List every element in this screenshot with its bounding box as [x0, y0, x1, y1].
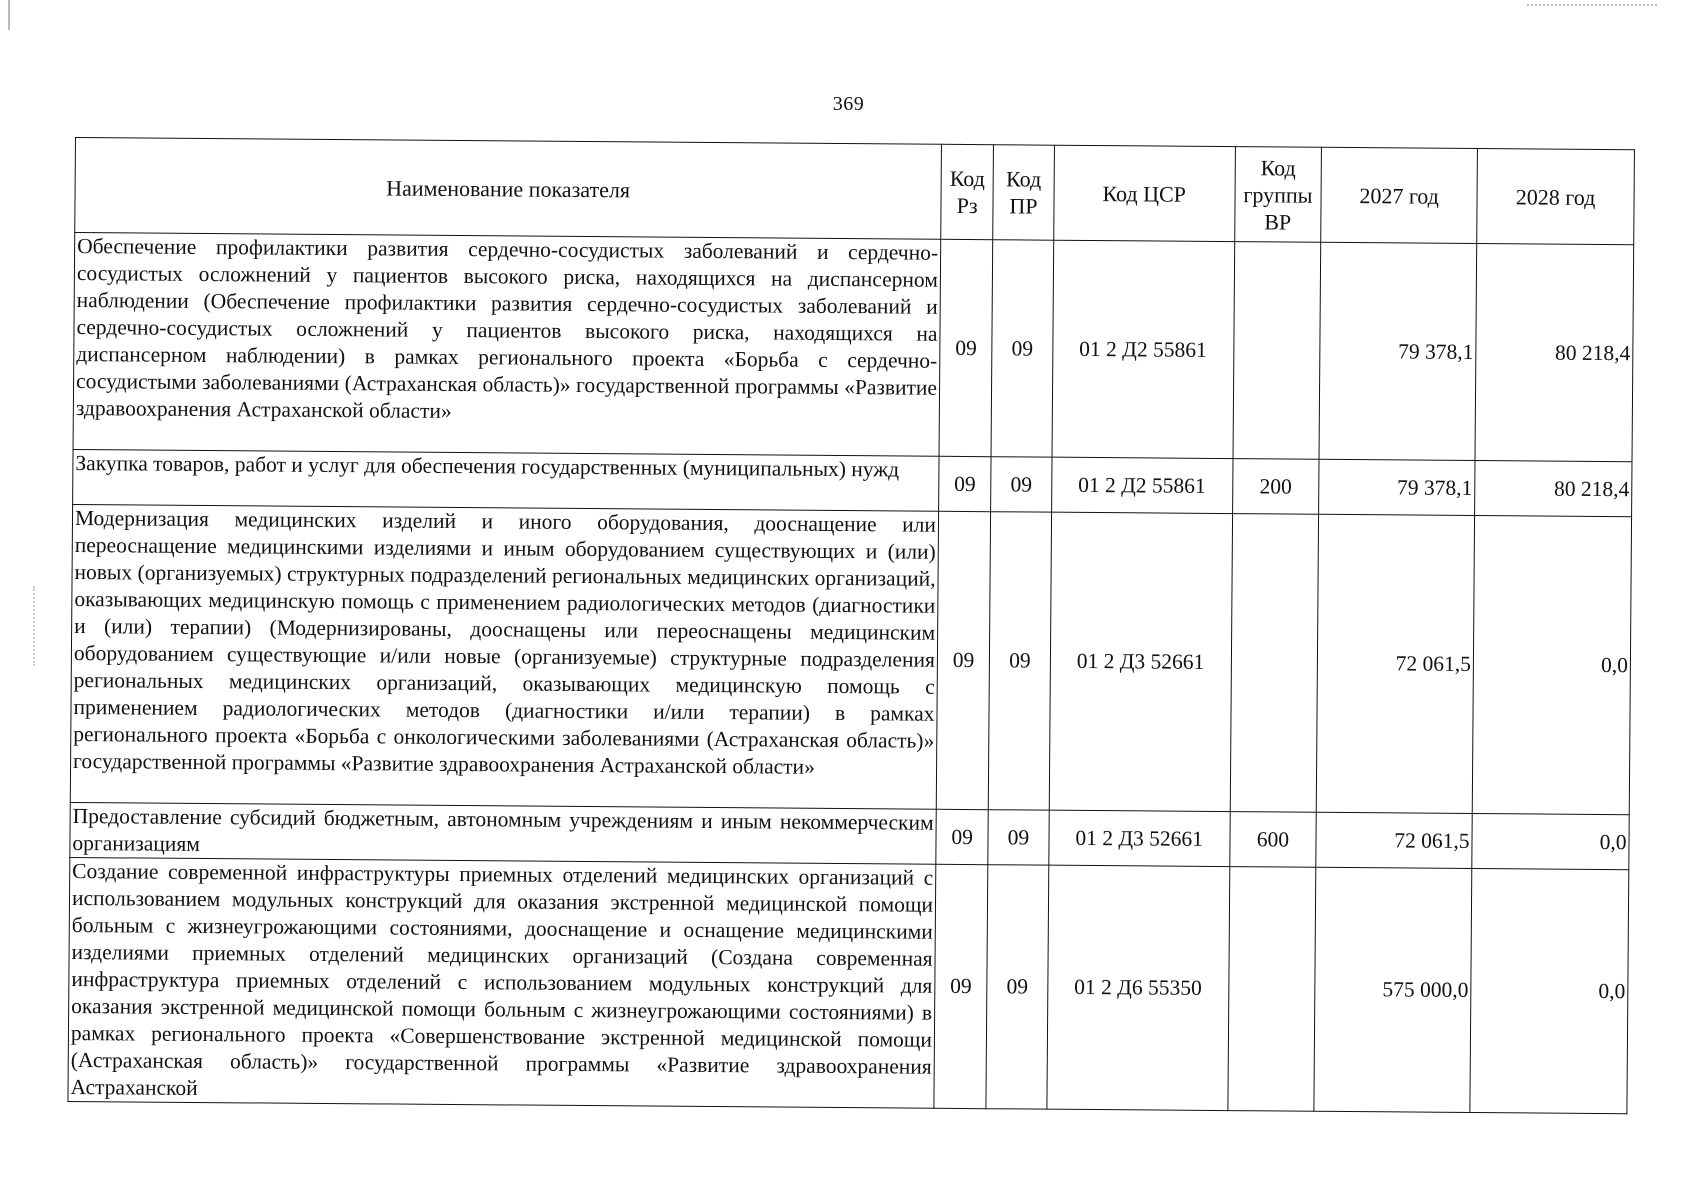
row-2027: 575 000,0: [1314, 867, 1472, 1112]
row-rz: 09: [936, 511, 991, 809]
header-pr: Код ПР: [993, 145, 1054, 240]
row-2027: 72 061,5: [1316, 812, 1472, 868]
scan-margin-dots: [33, 586, 37, 666]
row-csr: 01 2 Д6 55350: [1047, 865, 1230, 1110]
row-rz: 09: [939, 456, 992, 511]
row-2028: 0,0: [1472, 813, 1629, 869]
row-pr: 09: [991, 240, 1053, 457]
budget-table: [67, 137, 1635, 1114]
row-name: Предоставление субсидий бюджетным, автономным учреждениям и иным некоммерческим организациям: [70, 802, 936, 864]
row-pr: 09: [986, 865, 1048, 1109]
header-2027: 2027 год: [1321, 147, 1478, 243]
header-vr: Код группы ВР: [1234, 147, 1321, 243]
row-csr: 01 2 Д3 52661: [1049, 512, 1232, 811]
row-vr: [1230, 514, 1319, 813]
row-rz: 09: [936, 809, 989, 864]
table-header-row: [75, 138, 1635, 245]
row-csr: 01 2 Д2 55861: [1051, 457, 1232, 513]
header-2028: 2028 год: [1477, 149, 1635, 245]
row-rz: 09: [934, 864, 988, 1108]
table-row: [73, 233, 1634, 462]
row-vr: 200: [1232, 459, 1319, 515]
row-csr: 01 2 Д3 52661: [1048, 810, 1229, 866]
table-row: [70, 504, 1631, 814]
row-name: Закупка товаров, работ и услуг для обеспечения государственных (муниципальных) нужд: [73, 449, 939, 511]
row-vr: [1228, 867, 1316, 1112]
row-name: Модернизация медицинских изделий и иного оборудования, дооснащение или переоснащение медицинскими изделиями и иным оборудованием существующих и (или) новых (организуемых) структурных подразделений региональных медицинских организаций, оказывающих медицинскую помощь с применением радиологических методов (диагностики и (или) терапии) (Модернизированы, дооснащены или переоснащены медицинским оборудованием существующие и/или новые (организуемые) структурные подразделения региональных медицинских организаций, оказывающих медицинскую помощь с применением радиологических методов (диагностики и/или терапии) в рамках регионального проекта «Борьба с онкологическими заболеваниями (Астраханская область)» государственной программы «Развитие здравоохранения Астраханской области»: [70, 504, 938, 809]
row-vr: [1233, 242, 1321, 460]
row-csr: 01 2 Д2 55861: [1052, 240, 1235, 458]
row-2028: 0,0: [1472, 516, 1631, 815]
row-rz: 09: [939, 239, 993, 456]
header-name: Наименование показателя: [75, 138, 942, 240]
budget-table-container: [67, 137, 1635, 1114]
table-row: [68, 857, 1629, 1113]
header-rz: Код Рз: [941, 144, 994, 239]
row-name: Создание современной инфраструктуры приемных отделений медицинских организаций с использованием модульных конструкций для оказания экстренной медицинской помощи больным с жизнеугрожающими состояниями, дооснащение и оснащение медицинскими изделиями приемных отделений медицинских организаций (Создана современная инфраструктура приемных отделений с использованием модульных конструкций для оказания экстренной медицинской помощи больным с жизнеугрожающими состояниями) в рамках регионального проекта «Совершенствование экстренной медицинской помощи (Астраханская область)» государственной программы «Развитие здравоохранения Астраханской: [68, 857, 936, 1108]
row-pr: 09: [991, 457, 1052, 512]
scan-edge-dots: [1527, 4, 1657, 8]
page-number: 369: [832, 93, 865, 115]
row-2028: 0,0: [1470, 868, 1629, 1113]
header-csr: Код ЦСР: [1053, 145, 1235, 241]
row-name: Обеспечение профилактики развития сердечно-сосудистых заболеваний и сердечно-сосудистых осложнений у пациентов высокого риска, находящихся на диспансерном наблюдении (Обеспечение профилактики развития сердечно-сосудистых заболеваний и сердечно-сосудистых осложнений у пациентов высокого риска, находящихся на диспансерном наблюдении) в рамках регионального проекта «Борьба с сердечно-сосудистыми заболеваниями (Астраханская область)» государственной программы «Развитие здравоохранения Астраханской области»: [73, 233, 941, 457]
row-pr: 09: [988, 810, 1049, 865]
row-2027: 79 378,1: [1319, 459, 1475, 515]
row-2027: 79 378,1: [1319, 242, 1477, 460]
row-2027: 72 061,5: [1316, 514, 1474, 813]
scan-edge-mark: [8, 0, 12, 30]
row-2028: 80 218,4: [1475, 461, 1632, 517]
row-pr: 09: [989, 512, 1052, 810]
row-2028: 80 218,4: [1475, 244, 1634, 462]
row-vr: 600: [1229, 812, 1316, 868]
